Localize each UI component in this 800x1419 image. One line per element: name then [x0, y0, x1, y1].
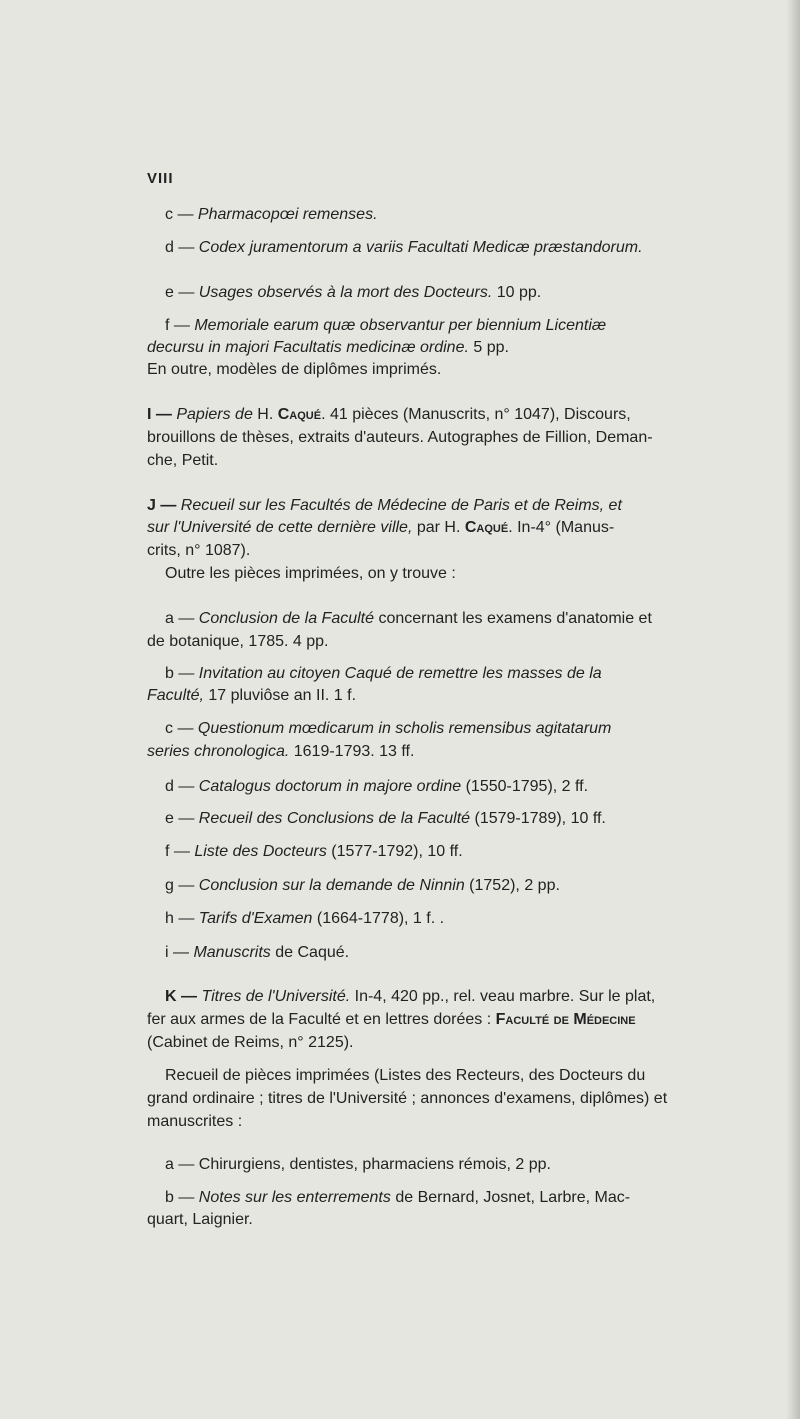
text-line — [165, 1066, 645, 1086]
line-post: 5 pp. — [468, 339, 509, 356]
line-pre: g — — [165, 877, 199, 894]
line-pre: h — — [165, 910, 199, 927]
line-post: par H. — [412, 519, 465, 536]
line-it: Faculté, — [147, 687, 204, 704]
line-post: H. — [252, 406, 278, 423]
line-pre: i — — [165, 944, 194, 961]
line-sc: Caqué — [277, 406, 322, 423]
line-it: Conclusion de la Faculté — [198, 610, 375, 627]
text-line — [165, 809, 606, 829]
text-line — [147, 1089, 667, 1109]
line-pre: f — — [165, 317, 195, 334]
line-it: Invitation au citoyen Caqué de remettre les masses de la — [198, 665, 602, 682]
line-it: series chronologica. — [147, 743, 290, 760]
line-it: sur l'Université de cette dernière ville, — [147, 519, 413, 536]
line-it: Memoriale earum quæ observantur per biennium Licentiæ — [194, 317, 607, 334]
line-post: In-4, 420 pp., rel. veau marbre. Sur le plat, — [350, 988, 656, 1005]
line-post: (1577-1792), 10 ff. — [326, 843, 463, 860]
line-pre: manuscrites : — [147, 1113, 243, 1130]
text-line — [147, 541, 250, 561]
line-pre: d — — [165, 239, 199, 256]
line-pre: I — — [147, 406, 177, 423]
line-pre: c — — [165, 206, 198, 223]
line-it: Liste des Docteurs — [194, 843, 327, 860]
line-it: Titres de l'Université. — [201, 988, 351, 1005]
line-pre: a — — [165, 610, 199, 627]
text-line — [165, 987, 655, 1007]
line-it: Codex juramentorum a variis Facultati Medicæ præstandorum. — [198, 239, 643, 256]
line-post: (1579-1789), 10 ff. — [470, 810, 606, 827]
line-it: Papiers de — [176, 406, 253, 423]
page-number: VIII — [147, 170, 174, 187]
line-pre: crits, n° 1087). — [147, 542, 251, 559]
text-line — [147, 405, 631, 425]
line-pre: brouillons de thèses, extraits d'auteurs. Autographes de Fillion, Deman- — [147, 429, 653, 446]
line-post: concernant les examens d'anatomie et — [374, 610, 652, 627]
line-post: 1619-1793. 13 ff. — [289, 743, 415, 760]
text-line — [165, 205, 378, 225]
text-line — [165, 238, 643, 258]
text-line — [165, 842, 463, 862]
line-post: 10 pp. — [492, 284, 542, 301]
text-line — [165, 609, 652, 629]
text-line — [165, 564, 456, 584]
text-line — [147, 518, 614, 538]
line-pre: a — Chirurgiens, dentistes, pharmaciens rémois, 2 pp. — [165, 1156, 551, 1173]
text-line — [165, 943, 349, 963]
line-pre: che, Petit. — [147, 452, 219, 469]
text-line — [165, 777, 588, 797]
line-pre: (Cabinet de Reims, n° 2125). — [147, 1034, 354, 1051]
text-line — [165, 1155, 551, 1175]
line-it: Tarifs d'Examen — [198, 910, 313, 927]
line-it: Manuscrits — [193, 944, 271, 961]
line-it: Recueil sur les Facultés de Médecine de Paris et de Reims, et — [180, 497, 622, 514]
text-line — [165, 283, 541, 303]
line-post: de Bernard, Josnet, Larbre, Mac- — [390, 1189, 631, 1206]
line-it: Recueil des Conclusions de la Faculté — [198, 810, 471, 827]
line-pre: K — — [165, 988, 202, 1005]
text-line — [165, 876, 560, 896]
line-post: (1550-1795), 2 ff. — [461, 778, 589, 795]
text-line — [147, 338, 509, 358]
line-pre: f — — [165, 843, 195, 860]
text-line — [165, 316, 606, 336]
line-it: decursu in majori Facultatis medicinæ ordine. — [147, 339, 469, 356]
page-edge — [786, 0, 800, 1419]
line-pre: fer aux armes de la Faculté et en lettres dorées : — [147, 1011, 496, 1028]
text-line — [147, 451, 218, 471]
line-pre: En outre, modèles de diplômes imprimés. — [147, 361, 442, 378]
text-line — [147, 742, 414, 762]
line-sc: Faculté de Médecine — [495, 1011, 636, 1028]
line-post: 17 pluviôse an II. 1 f. — [203, 687, 357, 704]
line-pre: de botanique, 1785. 4 pp. — [147, 633, 329, 650]
text-line — [147, 360, 441, 380]
text-line — [147, 686, 356, 706]
line-pre: e — — [165, 810, 199, 827]
text-line — [147, 1210, 253, 1230]
line-pre: c — — [165, 720, 198, 737]
line-post: (1664-1778), 1 f. . — [312, 910, 445, 927]
text-line — [147, 632, 329, 652]
text-line — [165, 909, 444, 929]
line-post2: . 41 pièces (Manuscrits, n° 1047), Discours, — [321, 406, 631, 423]
text-line — [165, 1188, 630, 1208]
line-it: Conclusion sur la demande de Ninnin — [198, 877, 465, 894]
line-pre: quart, Laignier. — [147, 1211, 253, 1228]
text-line — [147, 1033, 354, 1053]
text-line — [147, 1112, 242, 1132]
line-pre: Outre les pièces imprimées, on y trouve : — [165, 565, 456, 582]
text-line — [165, 664, 602, 684]
text-line — [147, 496, 622, 516]
line-it: Pharmacopœi remenses. — [197, 206, 378, 223]
line-pre: d — — [165, 778, 199, 795]
line-post2: . In-4° (Manus- — [508, 519, 615, 536]
line-it: Usages observés à la mort des Docteurs. — [198, 284, 493, 301]
line-it: Questionum mœdicarum in scholis remensibus agitatarum — [197, 720, 612, 737]
line-pre: b — — [165, 1189, 199, 1206]
text-line — [147, 1010, 636, 1030]
line-pre: Recueil de pièces imprimées (Listes des Recteurs, des Docteurs du — [165, 1067, 646, 1084]
line-post: (1752), 2 pp. — [464, 877, 560, 894]
text-line — [147, 428, 653, 448]
line-pre: e — — [165, 284, 199, 301]
line-it: Catalogus doctorum in majore ordine — [198, 778, 462, 795]
line-it: Notes sur les enterrements — [198, 1189, 391, 1206]
line-pre: b — — [165, 665, 199, 682]
line-pre: grand ordinaire ; titres de l'Université ; annonces d'examens, diplômes) et — [147, 1090, 668, 1107]
text-line — [165, 719, 611, 739]
line-sc: Caqué — [464, 519, 509, 536]
line-pre: J — — [147, 497, 181, 514]
line-post: de Caqué. — [270, 944, 350, 961]
